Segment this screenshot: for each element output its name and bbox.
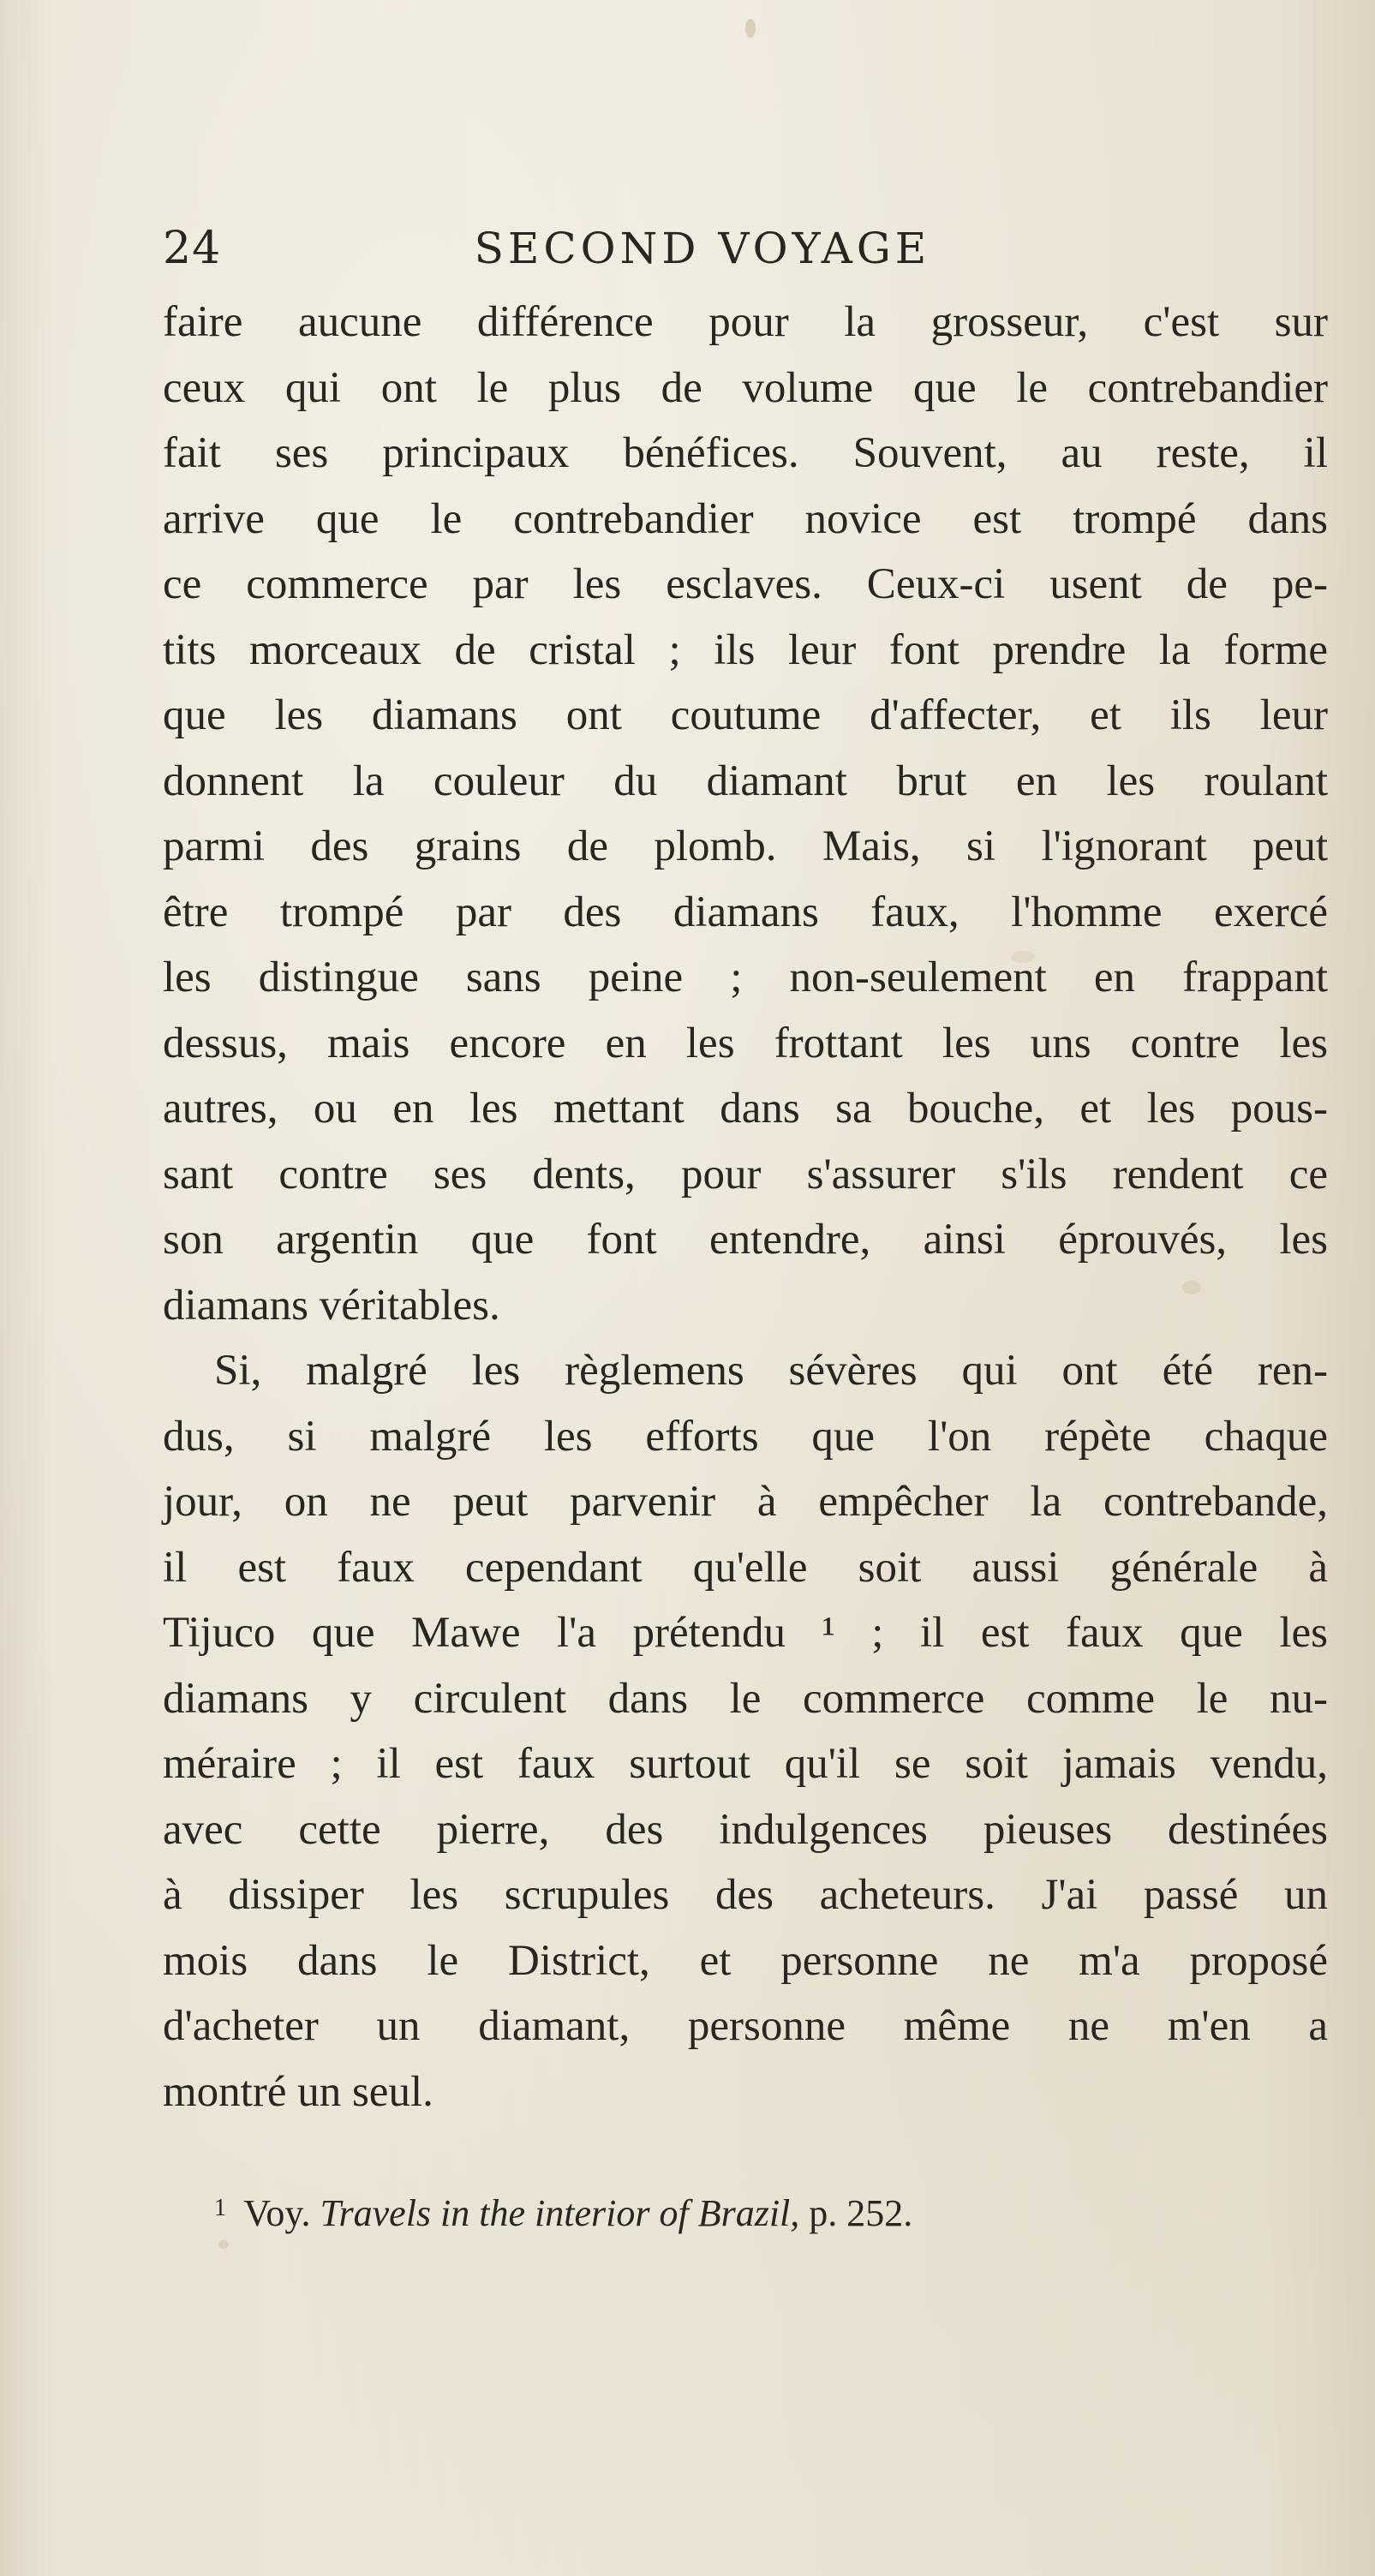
text-line: d'acheter un diamant, personne même ne m'en a — [163, 2002, 1328, 2050]
text-line: Si, malgré les règlemens sévères qui ont été ren- — [214, 1347, 1328, 1395]
text-line: ce commerce par les esclaves. Ceux-ci usent de pe- — [163, 560, 1328, 608]
page-number: 24 — [163, 223, 222, 274]
footnote-prefix: Voy. — [243, 2192, 311, 2234]
foxing-spot — [218, 2240, 229, 2249]
text-line: donnent la couleur du diamant brut en les roulant — [163, 756, 1328, 805]
text-line: que les diamans ont coutume d'affecter, et ils leur — [163, 691, 1328, 739]
text-line: les distingue sans peine ; non-seulement en frappant — [163, 953, 1328, 1001]
text-line: à dissiper les scrupules des acheteurs. J'ai passé un — [163, 1871, 1328, 1919]
text-line: dessus, mais encore en les frottant les uns contre les — [163, 1019, 1328, 1067]
text-line: parmi des grains de plomb. Mais, si l'ignorant peut — [163, 822, 1328, 870]
page-header — [163, 214, 1328, 283]
footnote-title: Travels in the interior of Brazil, — [320, 2192, 800, 2234]
footnote-mark: 1 — [214, 2195, 226, 2221]
text-line: faire aucune différence pour la grosseur, c'est sur — [163, 298, 1328, 346]
text-line: diamans y circulent dans le commerce comme le nu- — [163, 1674, 1328, 1723]
running-head: SECOND VOYAGE — [474, 224, 931, 273]
text-line: être trompé par des diamans faux, l'homme exercé — [163, 888, 1328, 936]
text-line: il est faux cependant qu'elle soit aussi générale à — [163, 1543, 1328, 1592]
paragraph-2 — [163, 1338, 1328, 2125]
text-line: avec cette pierre, des indulgences pieuses destinées — [163, 1805, 1328, 1854]
text-line: arrive que le contrebandier novice est trompé dans — [163, 494, 1328, 543]
text-line: mois dans le District, et personne ne m'a proposé — [163, 1936, 1328, 1985]
paragraph-1 — [163, 290, 1328, 1338]
footnote-page-ref: p. 252. — [809, 2192, 913, 2234]
text-line: méraire ; il est faux surtout qu'il se soit jamais vendu, — [163, 1740, 1328, 1788]
footnote — [214, 2183, 1328, 2239]
text-line: sant contre ses dents, pour s'assurer s'ils rendent ce — [163, 1150, 1328, 1198]
text-line: son argentin que font entendre, ainsi éprouvés, les — [163, 1216, 1328, 1264]
text-line: Tijuco que Mawe l'a prétendu ¹ ; il est faux que les — [163, 1609, 1328, 1657]
text-line: fait ses principaux bénéfices. Souvent, au reste, il — [163, 429, 1328, 477]
text-line: montré un seul. — [163, 2067, 433, 2116]
body-text — [163, 290, 1328, 2125]
text-line: tits morceaux de cristal ; ils leur font prendre la forme — [163, 625, 1328, 674]
text-line: ceux qui ont le plus de volume que le contrebandier — [163, 363, 1328, 412]
text-line: autres, ou en les mettant dans sa bouche, et les pous- — [163, 1085, 1328, 1133]
ink-spot — [745, 19, 756, 38]
text-line: jour, on ne peut parvenir à empêcher la contrebande, — [163, 1478, 1328, 1526]
text-line: diamans véritables. — [163, 1281, 500, 1330]
text-line: dus, si malgré les efforts que l'on répète chaque — [163, 1412, 1328, 1461]
